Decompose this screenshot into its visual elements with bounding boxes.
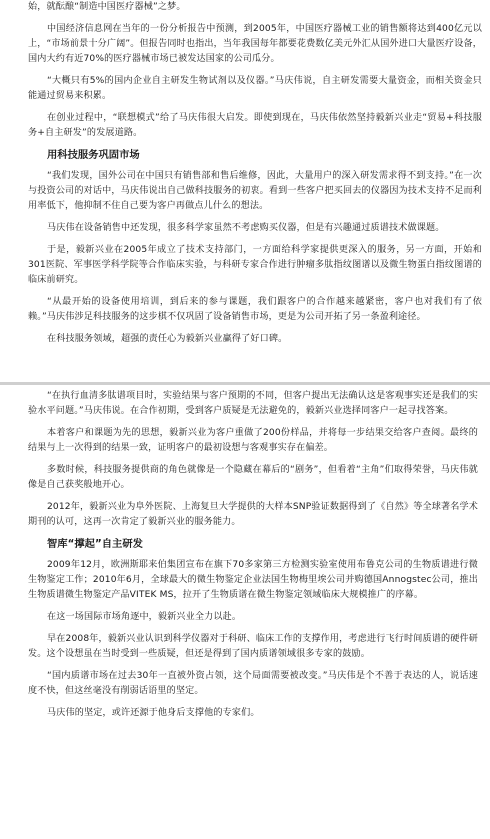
paragraph: 本着客户和课题为先的思想，毅新兴业为客户重做了200份样品，并将每一步结果交给客户查阅。最终的结果与上一次得到的结果一致，证明客户的最初设想与客观事实存在偏差。 — [28, 428, 478, 453]
paragraph: 在创业过程中，“联想模式”给了马庆伟很大启发。即使到现在，马庆伟依然坚持毅新兴业走“贸易+科技服务+自主研发”的发展道路。 — [28, 113, 482, 138]
article-column-top — [0, 0, 490, 384]
paragraph: 马庆伟在设备销售中还发现，很多科学家虽然不考虑购买仪器，但是有兴趣通过质谱技术做课题。 — [47, 223, 445, 233]
paragraph: 在这一场国际市场角逐中，毅新兴业全力以赴。 — [47, 612, 242, 622]
paragraph: 多数时候，科技服务提供商的角色就像是一个隐藏在幕后的“剧务”，但看着“主角”们取得荣誉，马庆伟就像是自己获奖般地开心。 — [28, 465, 478, 490]
paragraph: “从最开始的设备使用培训，到后来的参与课题，我们跟客户的合作越来越紧密，客户也对我们有了依赖。”马庆伟涉足科技服务的这步棋不仅巩固了设备销售市场，更是为公司开拓了另一条盈利途径。 — [28, 297, 482, 322]
paragraph: 在科技服务领域，超强的责任心为毅新兴业赢得了好口碑。 — [47, 334, 288, 344]
paragraph: “大概只有5%的国内企业自主研发生物试剂以及仪器。”马庆伟说，自主研发需要大量资金，而相关资金只能通过贸易来积累。 — [28, 76, 482, 101]
section-heading: 智库“撑起”自主研发 — [47, 538, 143, 550]
paragraph: 2012年，毅新兴业为阜外医院、上海复旦大学提供的大样本SNP验证数据得到了《自然》等全球著名学术期刊的认可，这再一次肯定了毅新兴业的服务能力。 — [28, 502, 478, 527]
paragraph: “我们发现，国外公司在中国只有销售部和售后维修，因此，大量用户的深入研发需求得不到支持。”在一次与投资公司的对话中，马庆伟说出自己做科技服务的初衷。看到一些客户把买回去的仪器因为技术支持不足而利用率低下，他抑制不住自己要为客户再做点儿什么的想法。 — [28, 171, 482, 211]
paragraph: 早在2008年，毅新兴业认识到科学仪器对于科研、临床工作的支撑作用，考虑进行飞行时间质谱的硬件研发。这个设想虽在当时受到一些质疑，但还是得到了国内质谱领域很多专家的鼓励。 — [28, 634, 478, 659]
paragraph: “国内质谱市场在过去30年一直被外资占领，这个局面需要被改变。”马庆伟是个不善于表达的人，说话速度不快，但这丝毫没有削弱话语里的坚定。 — [28, 671, 478, 696]
paragraph: 于是，毅新兴业在2005年成立了技术支持部门，一方面给科学家提供更深入的服务，另一方面，开始和301医院、军事医学科学院等合作临床实验，与科研专家合作进行肿瘤多肽指纹图谱以及微生物蛋白指纹图谱的临床前研究。 — [28, 245, 482, 285]
article-column-bottom — [0, 385, 490, 839]
paragraph: 马庆伟的坚定，或许还源于他身后支撑他的专家们。 — [47, 708, 260, 718]
paragraph: 中国经济信息网在当年的一份分析报告中预测，到2005年，中国医疗器械工业的销售额将达到400亿元以上，“市场前景十分广阔”。但报告同时也指出，当年我国每年都要花费数亿美元外汇从国外进口大量医疗设备，国内大约有近70%的医疗器械市场已被发达国家的公司瓜分。 — [28, 24, 482, 64]
paragraph: 始，就酝酿“制造中国医疗器械”之梦。 — [28, 2, 186, 12]
paragraph: 2009年12月，欧洲斯耶来伯集团宣布在旗下70多家第三方检测实验室使用布鲁克公司的生物质谱进行微生物鉴定工作；2010年6月，全球最大的微生物鉴定企业法国生物梅里埃公司并购德国Annogstec公司，推出生物质谱微生物鉴定产品VITEK MS，拉开了生物质谱在微生物鉴定领域临床大规模推广的序幕。 — [28, 560, 478, 600]
section-heading: 用科技服务巩固市场 — [47, 149, 140, 161]
paragraph: “在执行血清多肽谱项目时，实验结果与客户预期的不同，但客户提出无法确认这是客观事实还是我们的实验水平问题。”马庆伟说。在合作初期，受到客户质疑是无法避免的，毅新兴业选择同客户一起寻找答案。 — [28, 391, 478, 416]
